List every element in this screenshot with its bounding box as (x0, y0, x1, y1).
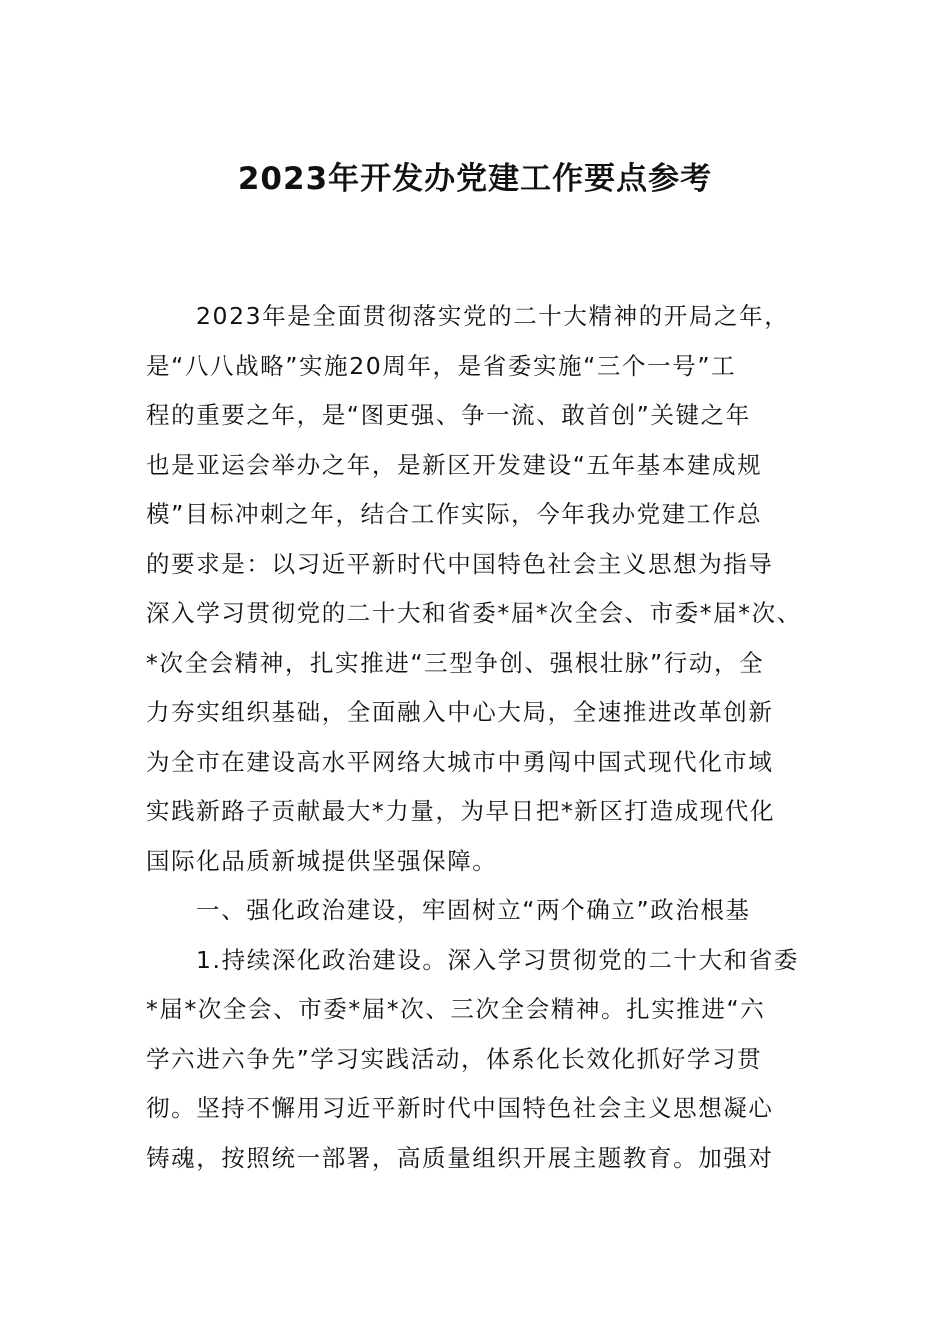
paragraph-line: *次全会精神，扎实推进“三型争创、强根壮脉”行动，全 (146, 648, 765, 677)
paragraph-line: 模”目标冲刺之年，结合工作实际，今年我办党建工作总 (146, 500, 763, 528)
paragraph-line: *届*次全会、市委*届*次、三次全会精神。扎实推进“六 (146, 995, 766, 1023)
paragraph-line: 程的重要之年，是“图更强、争一流、敢首创”关键之年 (146, 401, 751, 429)
paragraph-line: 力夯实组织基础，全面融入中心大局，全速推进改革创新 (146, 698, 774, 726)
paragraph-line: 深入学习贯彻党的二十大和省委*届*次全会、市委*届*次、 (146, 599, 802, 627)
section-heading: 一、强化政治建设，牢固树立“两个确立”政治根基 (196, 896, 751, 924)
paragraph-line: 学六进六争先”学习实践活动，体系化长效化抓好学习贯 (146, 1044, 763, 1073)
paragraph-line: 的要求是：以习近平新时代中国特色社会主义思想为指导 (146, 549, 774, 578)
paragraph-line: 1.持续深化政治建设。深入学习贯彻党的二十大和省委 (196, 945, 799, 974)
paragraph-line: 铸魂，按照统一部署，高质量组织开展主题教育。加强对 (146, 1143, 774, 1172)
paragraph-line: 是“八八战略”实施20周年，是省委实施“三个一号”工 (146, 351, 737, 380)
paragraph-line: 也是亚运会举办之年，是新区开发建设“五年基本建成规 (146, 450, 763, 479)
paragraph-line: 国际化品质新城提供坚强保障。 (146, 846, 498, 875)
paragraph-line: 彻。坚持不懈用习近平新时代中国特色社会主义思想凝心 (146, 1094, 774, 1122)
paragraph-line: 实践新路子贡献最大*力量，为早日把*新区打造成现代化 (146, 797, 776, 825)
paragraph-line: 2023年是全面贯彻落实党的二十大精神的开局之年， (196, 302, 790, 330)
document-title: 2023年开发办党建工作要点参考 (237, 161, 713, 197)
document-body (146, 292, 826, 1183)
paragraph-line: 为全市在建设高水平网络大城市中勇闯中国式现代化市域 (146, 747, 774, 776)
